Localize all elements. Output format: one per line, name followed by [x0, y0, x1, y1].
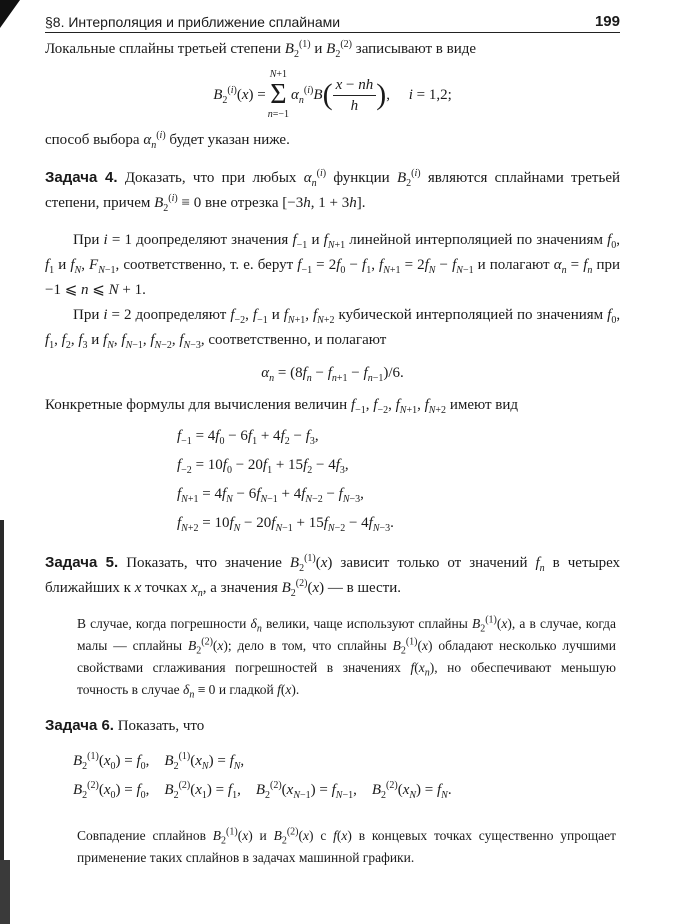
coefficient-note: способ выбора $\alpha_n^{(i)}$ будет указан ниже. — [45, 130, 290, 151]
note-smoothing: В случае, когда погрешности $\delta_n$ велики, чаще используют сплайны $B_2^{(1)}(x)$, а в случае, когда малы — сплайны $B_2^{(2)}(x)$; дело в том, что сплайны $B_2^{(1)}(x)$ обладают несколько лучшими свойствами сглаживания погрешностей в значениях $f(x_n)$, но обеспечивают меньшую точность в случае $\delta_n \equiv 0$ и гладкой f(x). — [77, 614, 617, 701]
task-5-label: Задача 5. — [45, 554, 119, 571]
task-4-label: Задача 4. — [45, 169, 118, 186]
concrete-formulas-intro: Конкретные формулы для вычисления величин $f_{-1}$, $f_{-2}$, $f_{N+1}$, $f_{N+2}$ имеют вид — [45, 397, 519, 416]
boundary-formulas — [45, 422, 620, 538]
case-i2-paragraph: При i = 2 доопределяют $f_{-2}$, $f_{-1}$ и $f_{N+1}$, $f_{N+2}$ кубической интерполяцией по значениям $f_0$, $f_1$, $f_2$, $f_3$ и $f_N$, $f_{N-1}$, $f_{N-2}$, $f_{N-3}$, соответственно, и полагают — [45, 307, 621, 351]
task-5: Задача 5. Показать, что значение $B_2^{(1)}(x)$ зависит только от значений $f_n$ в четырех ближайших к x точках $x_n$, а значения $B_2^{(2)}(x)$ — в шести. — [45, 553, 621, 599]
scan-corner-mark — [0, 0, 20, 28]
task-6-label: Задача 6. — [45, 717, 114, 734]
task-6: Задача 6. Показать, что — [45, 717, 205, 734]
formula-b1-endpoints: $B_2^{(1)}(x_0) = f_0$, $B_2^{(1)}(x_N) = f_N$, — [73, 751, 245, 772]
endpoint-formulas — [45, 747, 620, 805]
note-graphics: Совпадение сплайнов $B_2^{(1)}(x)$ и $B_2^{(2)}(x)$ с f(x) в концевых точках существенно упрощает применение таких сплайнов в задачах машинной графики. — [77, 826, 617, 865]
formula-f-n-plus2: $f_{N+2} = 10f_N - 20f_{N-1} + 15f_{N-2} - 4f_{N-3}$. — [177, 515, 394, 534]
scan-edge-shadow-bottom — [0, 860, 10, 924]
formula-b2-endpoints: $B_2^{(2)}(x_0) = f_0$, $B_2^{(2)}(x_1) = f_1$, $B_2^{(2)}(x_{N-1}) = f_{N-1}$, $B_2^{(2)}(x_N) = f_N$. — [73, 780, 452, 801]
formula-f-minus1: $f_{-1} = 4f_0 - 6f_1 + 4f_2 - f_3$, — [177, 428, 319, 447]
task-4: Задача 4. Доказать, что при любых $\alpha_n^{(i)}$ функции $B_2^{(i)}$ являются сплайнами третьей степени, причем $B_2^{(i)} \equiv 0$ вне отрезка [−3h, 1 + 3h]. — [45, 168, 621, 214]
page-number: 199 — [594, 13, 620, 30]
case-i1-paragraph: При i = 1 доопределяют значения $f_{-1}$ и $f_{N+1}$ линейной интерполяцией по значениям $f_0$, $f_1$ и $f_N$, $F_{N-1}$, соответственно, т. е. берут $f_{-1} = 2f_0 - f_1$, $f_{N+1} = 2f_N - f_{N-1}$ и полагают $\alpha_n = f_n$ при −1 ⩽ n ⩽ N + 1. — [45, 232, 621, 298]
book-page — [45, 8, 620, 869]
running-head — [45, 8, 620, 33]
formula-f-minus2: $f_{-2} = 10f_0 - 20f_1 + 15f_2 - 4f_3$, — [177, 457, 349, 476]
formula-f-n-plus1: $f_{N+1} = 4f_N - 6f_{N-1} + 4f_{N-2} - f_{N-3}$, — [177, 486, 364, 505]
section-title: §8. Интерполяция и приближение сплайнами — [45, 14, 341, 30]
spline-sum-formula: $B_2^{(i)}(x)$ = N+1 Σ n=−1 $\alpha_n^{(i)}B$ ( $\frac{x - nh}{h}$ ) , i = 1,2; — [213, 69, 452, 120]
alpha-formula: $\alpha_n = (8f_n - f_{n+1} - f_{n-1})/6$. — [261, 365, 404, 384]
intro-paragraph: Локальные сплайны третьей степени $B_2^{(1)}$ и $B_2^{(2)}$ записывают в виде — [45, 39, 477, 60]
